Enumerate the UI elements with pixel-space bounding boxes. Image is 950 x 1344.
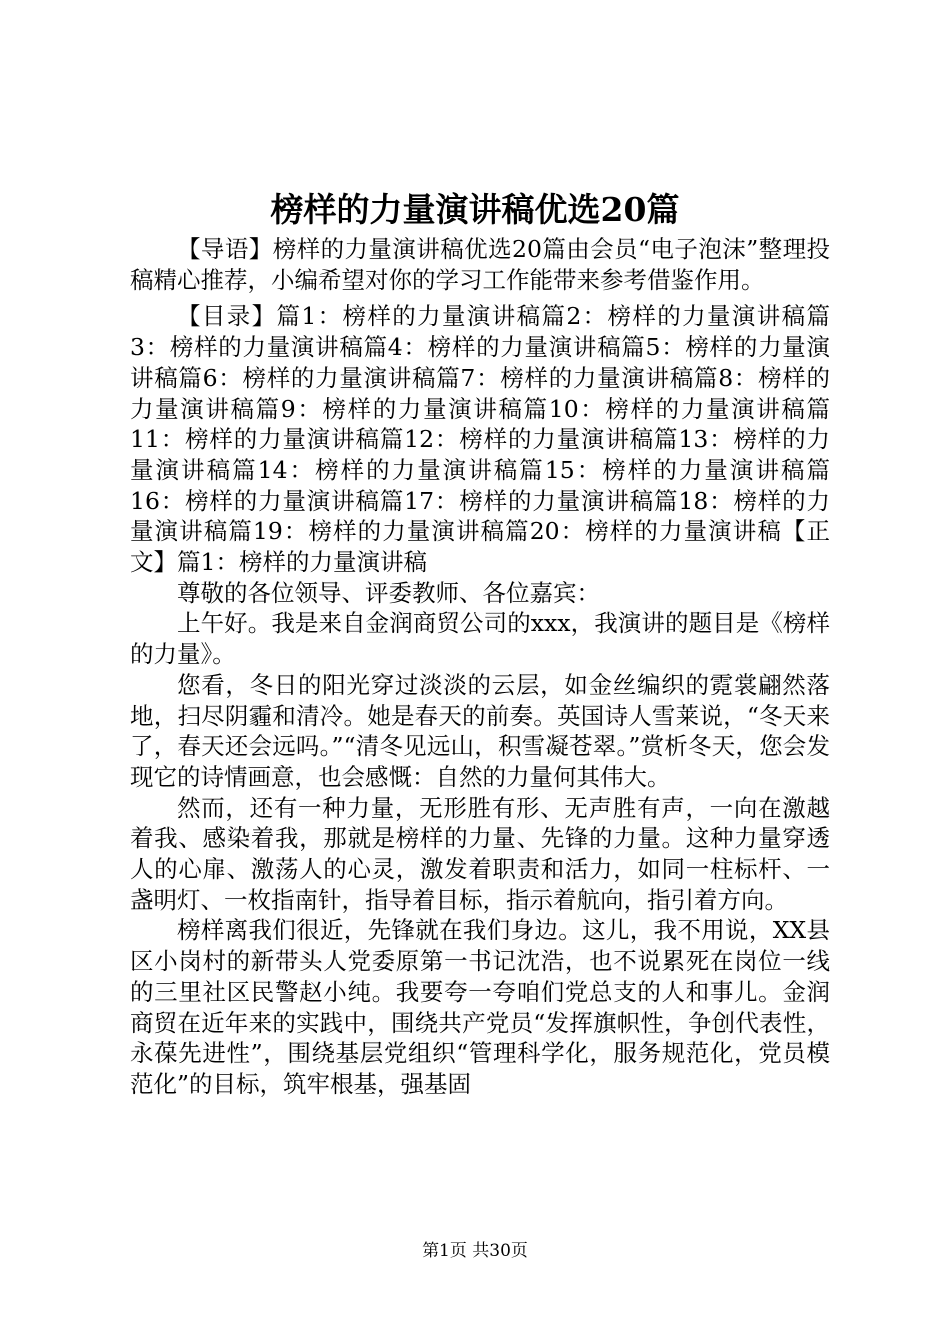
document-title: 榜样的力量演讲稿优选20篇 bbox=[270, 190, 680, 229]
page-number-footer: 第1页 共30页 bbox=[422, 1241, 528, 1261]
body-paragraph: 上午好。我是来自金润商贸公司的xxx，我演讲的题目是《榜样的力量》。 bbox=[130, 609, 830, 669]
intro-paragraph: 【导语】榜样的力量演讲稿优选20篇由会员“电子泡沫”整理投稿精心推荐，小编希望对你的学习工作能带来参考借鉴作用。 bbox=[130, 235, 830, 294]
body-paragraph: 榜样离我们很近，先锋就在我们身边。这儿，我不用说，XX县区小岗村的新带头人党委原第一书记沈浩，也不说累死在岗位一线的三里社区民警赵小纯。我要夸一夸咱们党总支的人和事儿。金润商贸在近年来的实践中，围绕共产党员“发挥旗帜性，争创代表性，永葆先进性”，围绕基层党组织“管理科学化，服务规范化，党员模范化”的目标，筑牢根基，强基固 bbox=[130, 916, 830, 1098]
body-paragraph: 然而，还有一种力量，无形胜有形、无声胜有声，一向在激越着我、感染着我，那就是榜样的力量、先锋的力量。这种力量穿透人的心扉、激荡人的心灵，激发着职责和活力，如同一柱标杆、一盏明灯、一枚指南针，指导着目标，指示着航向，指引着方向。 bbox=[130, 793, 830, 914]
document-body bbox=[130, 234, 830, 1100]
body-paragraph: 您看，冬日的阳光穿过淡淡的云层，如金丝编织的霓裳翩然落地，扫尽阴霾和清冷。她是春天的前奏。英国诗人雪莱说，“冬天来了，春天还会远吗。”“清冬见远山，积雪凝苍翠。”赏析冬天，您会发现它的诗情画意，也会感慨：自然的力量何其伟大。 bbox=[130, 670, 830, 791]
salutation-paragraph: 尊敬的各位领导、评委教师、各位嘉宾： bbox=[177, 578, 600, 607]
table-of-contents-paragraph: 【目录】篇1：榜样的力量演讲稿篇2：榜样的力量演讲稿篇3：榜样的力量演讲稿篇4：榜样的力量演讲稿篇5：榜样的力量演讲稿篇6：榜样的力量演讲稿篇7：榜样的力量演讲稿篇8：榜样的力量演讲稿篇9：榜样的力量演讲稿篇10：榜样的力量演讲稿篇11：榜样的力量演讲稿篇12：榜样的力量演讲稿篇13：榜样的力量演讲稿篇14：榜样的力量演讲稿篇15：榜样的力量演讲稿篇16：榜样的力量演讲稿篇17：榜样的力量演讲稿篇18：榜样的力量演讲稿篇19：榜样的力量演讲稿篇20：榜样的力量演讲稿【正文】篇1：榜样的力量演讲稿 bbox=[130, 302, 830, 577]
